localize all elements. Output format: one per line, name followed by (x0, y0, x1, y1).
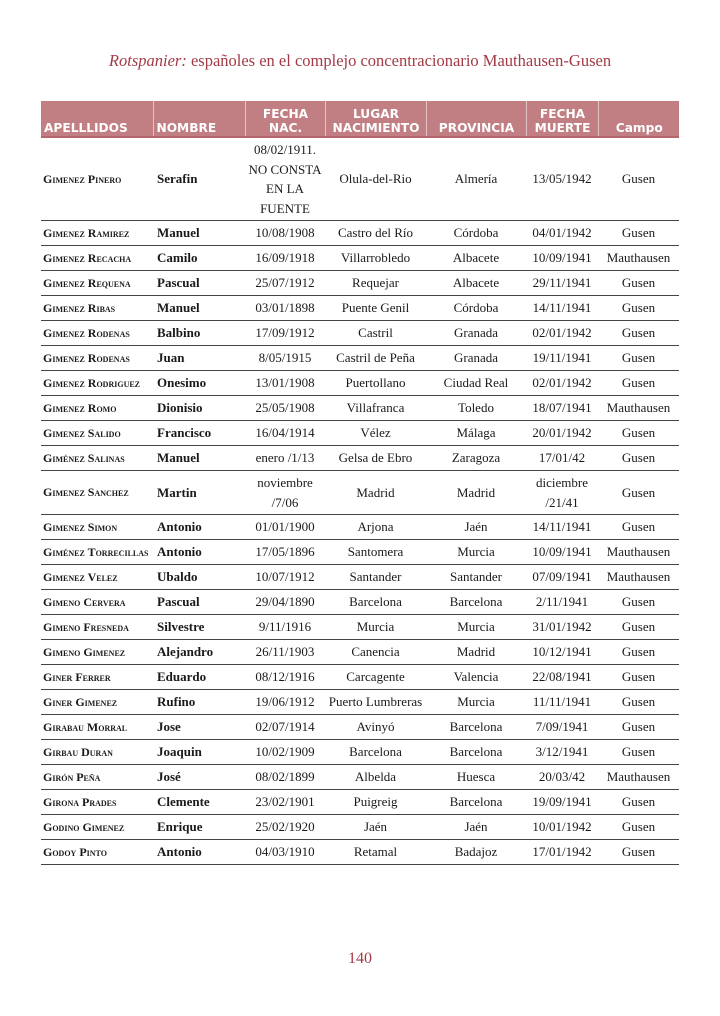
nombre-cell: Antonio (153, 540, 245, 565)
lugar-cell: Gelsa de Ebro (325, 446, 426, 471)
lugar-cell: Vélez (325, 421, 426, 446)
provincia-cell: Jaén (426, 515, 526, 540)
running-head (0, 51, 720, 71)
apellidos-cell: Gimenez Recacha (41, 246, 153, 271)
fecha-nac-cell: noviembre /7/06 (245, 471, 325, 515)
fecha-muerte-cell: 19/09/1941 (526, 790, 598, 815)
provincia-cell: Toledo (426, 396, 526, 421)
fecha-muerte-cell: 07/09/1941 (526, 565, 598, 590)
campo-cell: Mauthausen (598, 246, 679, 271)
provincia-cell: Barcelona (426, 740, 526, 765)
provincia-cell: Madrid (426, 640, 526, 665)
nombre-cell: Joaquin (153, 740, 245, 765)
fecha-muerte-cell: 10/09/1941 (526, 246, 598, 271)
nombre-cell: Manuel (153, 296, 245, 321)
apellidos-cell: Gimenez Salido (41, 421, 153, 446)
provincia-cell: Valencia (426, 665, 526, 690)
apellidos-cell: Gimeno Gimenez (41, 640, 153, 665)
apellidos-cell: Girbau Duran (41, 740, 153, 765)
campo-cell: Gusen (598, 321, 679, 346)
lugar-cell: Murcia (325, 615, 426, 640)
apellidos-cell: Gimenez Velez (41, 565, 153, 590)
lugar-cell: Villarrobledo (325, 246, 426, 271)
provincia-cell: Murcia (426, 690, 526, 715)
provincia-cell: Santander (426, 565, 526, 590)
campo-cell: Gusen (598, 815, 679, 840)
fecha-nac-cell: 25/02/1920 (245, 815, 325, 840)
apellidos-cell: Girabau Morral (41, 715, 153, 740)
campo-cell: Gusen (598, 615, 679, 640)
provincia-cell: Ciudad Real (426, 371, 526, 396)
provincia-cell: Albacete (426, 246, 526, 271)
table-row (41, 790, 679, 815)
table-row (41, 665, 679, 690)
table-row (41, 396, 679, 421)
nombre-cell: Alejandro (153, 640, 245, 665)
apellidos-cell: Godoy Pinto (41, 840, 153, 865)
table-row (41, 346, 679, 371)
campo-cell: Gusen (598, 640, 679, 665)
campo-cell: Mauthausen (598, 396, 679, 421)
table-row (41, 471, 679, 515)
provincia-cell: Zaragoza (426, 446, 526, 471)
apellidos-cell: Giner Gimenez (41, 690, 153, 715)
campo-cell: Gusen (598, 296, 679, 321)
provincia-cell: Málaga (426, 421, 526, 446)
nombre-cell: Clemente (153, 790, 245, 815)
fecha-nac-cell: 08/02/1911. NO CONSTA EN LA FUENTE (245, 137, 325, 221)
nombre-cell: Pascual (153, 271, 245, 296)
apellidos-cell: Godino Gimenez (41, 815, 153, 840)
campo-cell: Gusen (598, 346, 679, 371)
table-row (41, 565, 679, 590)
nombre-cell: Martin (153, 471, 245, 515)
fecha-muerte-cell: 14/11/1941 (526, 296, 598, 321)
provincia-cell: Córdoba (426, 296, 526, 321)
campo-cell: Gusen (598, 740, 679, 765)
prisoners-table (41, 101, 679, 865)
apellidos-cell: Girona Prades (41, 790, 153, 815)
nombre-cell: Balbino (153, 321, 245, 346)
fecha-nac-cell: 16/04/1914 (245, 421, 325, 446)
campo-cell: Gusen (598, 221, 679, 246)
lugar-cell: Santomera (325, 540, 426, 565)
lugar-cell: Madrid (325, 471, 426, 515)
fecha-nac-cell: 03/01/1898 (245, 296, 325, 321)
nombre-cell: Manuel (153, 446, 245, 471)
table-row (41, 271, 679, 296)
apellidos-cell: Giménez Torrecillas (41, 540, 153, 565)
col-campo: Campo (598, 101, 679, 137)
nombre-cell: Eduardo (153, 665, 245, 690)
apellidos-cell: Gimenez Sanchez (41, 471, 153, 515)
lugar-cell: Retamal (325, 840, 426, 865)
campo-cell: Mauthausen (598, 540, 679, 565)
fecha-muerte-cell: 22/08/1941 (526, 665, 598, 690)
nombre-cell: Silvestre (153, 615, 245, 640)
col-lugar-nacimiento: LUGAR NACIMIENTO (325, 101, 426, 137)
fecha-nac-cell: 23/02/1901 (245, 790, 325, 815)
fecha-nac-cell: 10/08/1908 (245, 221, 325, 246)
page-number: 140 (348, 950, 372, 967)
nombre-cell: Jose (153, 715, 245, 740)
nombre-cell: Enrique (153, 815, 245, 840)
fecha-muerte-cell: 13/05/1942 (526, 137, 598, 221)
table-row (41, 421, 679, 446)
fecha-muerte-cell: 10/12/1941 (526, 640, 598, 665)
campo-cell: Gusen (598, 421, 679, 446)
lugar-cell: Olula-del-Rio (325, 137, 426, 221)
provincia-cell: Huesca (426, 765, 526, 790)
apellidos-cell: Gimenez Simon (41, 515, 153, 540)
nombre-cell: Onesimo (153, 371, 245, 396)
fecha-nac-cell: 01/01/1900 (245, 515, 325, 540)
running-head-italic: Rotspanier: (108, 51, 187, 70)
lugar-cell: Requejar (325, 271, 426, 296)
apellidos-cell: Gimenez Ribas (41, 296, 153, 321)
table-row (41, 221, 679, 246)
provincia-cell: Barcelona (426, 790, 526, 815)
table-row (41, 321, 679, 346)
fecha-nac-cell: 10/02/1909 (245, 740, 325, 765)
apellidos-cell: Gimeno Cervera (41, 590, 153, 615)
nombre-cell: Antonio (153, 515, 245, 540)
apellidos-cell: Gimenez Rodenas (41, 346, 153, 371)
table-header (41, 101, 679, 137)
provincia-cell: Badajoz (426, 840, 526, 865)
fecha-nac-cell: 8/05/1915 (245, 346, 325, 371)
lugar-cell: Puente Genil (325, 296, 426, 321)
fecha-nac-cell: 17/09/1912 (245, 321, 325, 346)
fecha-muerte-cell: 02/01/1942 (526, 371, 598, 396)
lugar-cell: Puertollano (325, 371, 426, 396)
fecha-muerte-cell: 14/11/1941 (526, 515, 598, 540)
table-row (41, 740, 679, 765)
fecha-nac-cell: 08/12/1916 (245, 665, 325, 690)
lugar-cell: Canencia (325, 640, 426, 665)
table-row (41, 446, 679, 471)
campo-cell: Gusen (598, 515, 679, 540)
apellidos-cell: Gimenez Rodriguez (41, 371, 153, 396)
fecha-nac-cell: 9/11/1916 (245, 615, 325, 640)
lugar-cell: Castro del Río (325, 221, 426, 246)
fecha-nac-cell: 02/07/1914 (245, 715, 325, 740)
campo-cell: Gusen (598, 590, 679, 615)
table-row (41, 515, 679, 540)
provincia-cell: Murcia (426, 615, 526, 640)
lugar-cell: Barcelona (325, 590, 426, 615)
fecha-muerte-cell: 02/01/1942 (526, 321, 598, 346)
table-row (41, 137, 679, 221)
lugar-cell: Barcelona (325, 740, 426, 765)
col-fecha-nac: FECHA NAC. (245, 101, 325, 137)
table-row (41, 615, 679, 640)
nombre-cell: Serafin (153, 137, 245, 221)
campo-cell: Gusen (598, 446, 679, 471)
table-row (41, 640, 679, 665)
campo-cell: Gusen (598, 840, 679, 865)
lugar-cell: Carcagente (325, 665, 426, 690)
apellidos-cell: Gimenez Pinero (41, 137, 153, 221)
fecha-nac-cell: 08/02/1899 (245, 765, 325, 790)
lugar-cell: Jaén (325, 815, 426, 840)
provincia-cell: Barcelona (426, 715, 526, 740)
provincia-cell: Murcia (426, 540, 526, 565)
campo-cell: Gusen (598, 690, 679, 715)
lugar-cell: Avinyó (325, 715, 426, 740)
table-row (41, 715, 679, 740)
fecha-nac-cell: 04/03/1910 (245, 840, 325, 865)
apellidos-cell: Gimenez Romo (41, 396, 153, 421)
table-row (41, 371, 679, 396)
fecha-muerte-cell: 2/11/1941 (526, 590, 598, 615)
apellidos-cell: Giner Ferrer (41, 665, 153, 690)
apellidos-cell: Gimenez Ramirez (41, 221, 153, 246)
nombre-cell: Pascual (153, 590, 245, 615)
campo-cell: Mauthausen (598, 565, 679, 590)
fecha-muerte-cell: 29/11/1941 (526, 271, 598, 296)
lugar-cell: Villafranca (325, 396, 426, 421)
nombre-cell: Francisco (153, 421, 245, 446)
running-head-rest: españoles en el complejo concentracionario Mauthausen-Gusen (186, 51, 612, 70)
apellidos-cell: Gimenez Requena (41, 271, 153, 296)
nombre-cell: Rufino (153, 690, 245, 715)
fecha-muerte-cell: 3/12/1941 (526, 740, 598, 765)
col-provincia: PROVINCIA (426, 101, 526, 137)
provincia-cell: Granada (426, 346, 526, 371)
fecha-nac-cell: 19/06/1912 (245, 690, 325, 715)
lugar-cell: Castril (325, 321, 426, 346)
apellidos-cell: Gimenez Rodenas (41, 321, 153, 346)
campo-cell: Gusen (598, 371, 679, 396)
nombre-cell: Antonio (153, 840, 245, 865)
fecha-nac-cell: 10/07/1912 (245, 565, 325, 590)
provincia-cell: Jaén (426, 815, 526, 840)
campo-cell: Gusen (598, 137, 679, 221)
fecha-nac-cell: 26/11/1903 (245, 640, 325, 665)
fecha-muerte-cell: 17/01/42 (526, 446, 598, 471)
campo-cell: Gusen (598, 715, 679, 740)
fecha-nac-cell: enero /1/13 (245, 446, 325, 471)
nombre-cell: Juan (153, 346, 245, 371)
fecha-muerte-cell: 10/01/1942 (526, 815, 598, 840)
campo-cell: Gusen (598, 471, 679, 515)
lugar-cell: Arjona (325, 515, 426, 540)
fecha-muerte-cell: 17/01/1942 (526, 840, 598, 865)
lugar-cell: Puigreig (325, 790, 426, 815)
fecha-nac-cell: 25/07/1912 (245, 271, 325, 296)
fecha-muerte-cell: 31/01/1942 (526, 615, 598, 640)
fecha-nac-cell: 17/05/1896 (245, 540, 325, 565)
lugar-cell: Puerto Lumbreras (325, 690, 426, 715)
fecha-muerte-cell: 04/01/1942 (526, 221, 598, 246)
provincia-cell: Córdoba (426, 221, 526, 246)
provincia-cell: Almería (426, 137, 526, 221)
fecha-muerte-cell: 10/09/1941 (526, 540, 598, 565)
nombre-cell: Dionisio (153, 396, 245, 421)
apellidos-cell: Giménez Salinas (41, 446, 153, 471)
fecha-nac-cell: 29/04/1890 (245, 590, 325, 615)
provincia-cell: Albacete (426, 271, 526, 296)
campo-cell: Gusen (598, 271, 679, 296)
table-row (41, 590, 679, 615)
apellidos-cell: Gimeno Fresneda (41, 615, 153, 640)
campo-cell: Gusen (598, 790, 679, 815)
provincia-cell: Barcelona (426, 590, 526, 615)
nombre-cell: Manuel (153, 221, 245, 246)
col-fecha-muerte: FECHA MUERTE (526, 101, 598, 137)
table-row (41, 840, 679, 865)
lugar-cell: Castril de Peña (325, 346, 426, 371)
fecha-muerte-cell: 7/09/1941 (526, 715, 598, 740)
table-row (41, 540, 679, 565)
col-nombre: NOMBRE (153, 101, 245, 137)
table-row (41, 690, 679, 715)
nombre-cell: Ubaldo (153, 565, 245, 590)
fecha-nac-cell: 13/01/1908 (245, 371, 325, 396)
fecha-muerte-cell: diciembre /21/41 (526, 471, 598, 515)
nombre-cell: Camilo (153, 246, 245, 271)
table-body (41, 137, 679, 865)
lugar-cell: Santander (325, 565, 426, 590)
table-row (41, 246, 679, 271)
apellidos-cell: Girón Peña (41, 765, 153, 790)
provincia-cell: Madrid (426, 471, 526, 515)
fecha-muerte-cell: 18/07/1941 (526, 396, 598, 421)
provincia-cell: Granada (426, 321, 526, 346)
lugar-cell: Albelda (325, 765, 426, 790)
fecha-muerte-cell: 19/11/1941 (526, 346, 598, 371)
col-apellidos: APELLLIDOS (41, 101, 153, 137)
table-row (41, 815, 679, 840)
fecha-nac-cell: 16/09/1918 (245, 246, 325, 271)
fecha-muerte-cell: 20/01/1942 (526, 421, 598, 446)
fecha-muerte-cell: 11/11/1941 (526, 690, 598, 715)
fecha-nac-cell: 25/05/1908 (245, 396, 325, 421)
fecha-muerte-cell: 20/03/42 (526, 765, 598, 790)
nombre-cell: José (153, 765, 245, 790)
campo-cell: Gusen (598, 665, 679, 690)
table-row (41, 765, 679, 790)
table-row (41, 296, 679, 321)
campo-cell: Mauthausen (598, 765, 679, 790)
